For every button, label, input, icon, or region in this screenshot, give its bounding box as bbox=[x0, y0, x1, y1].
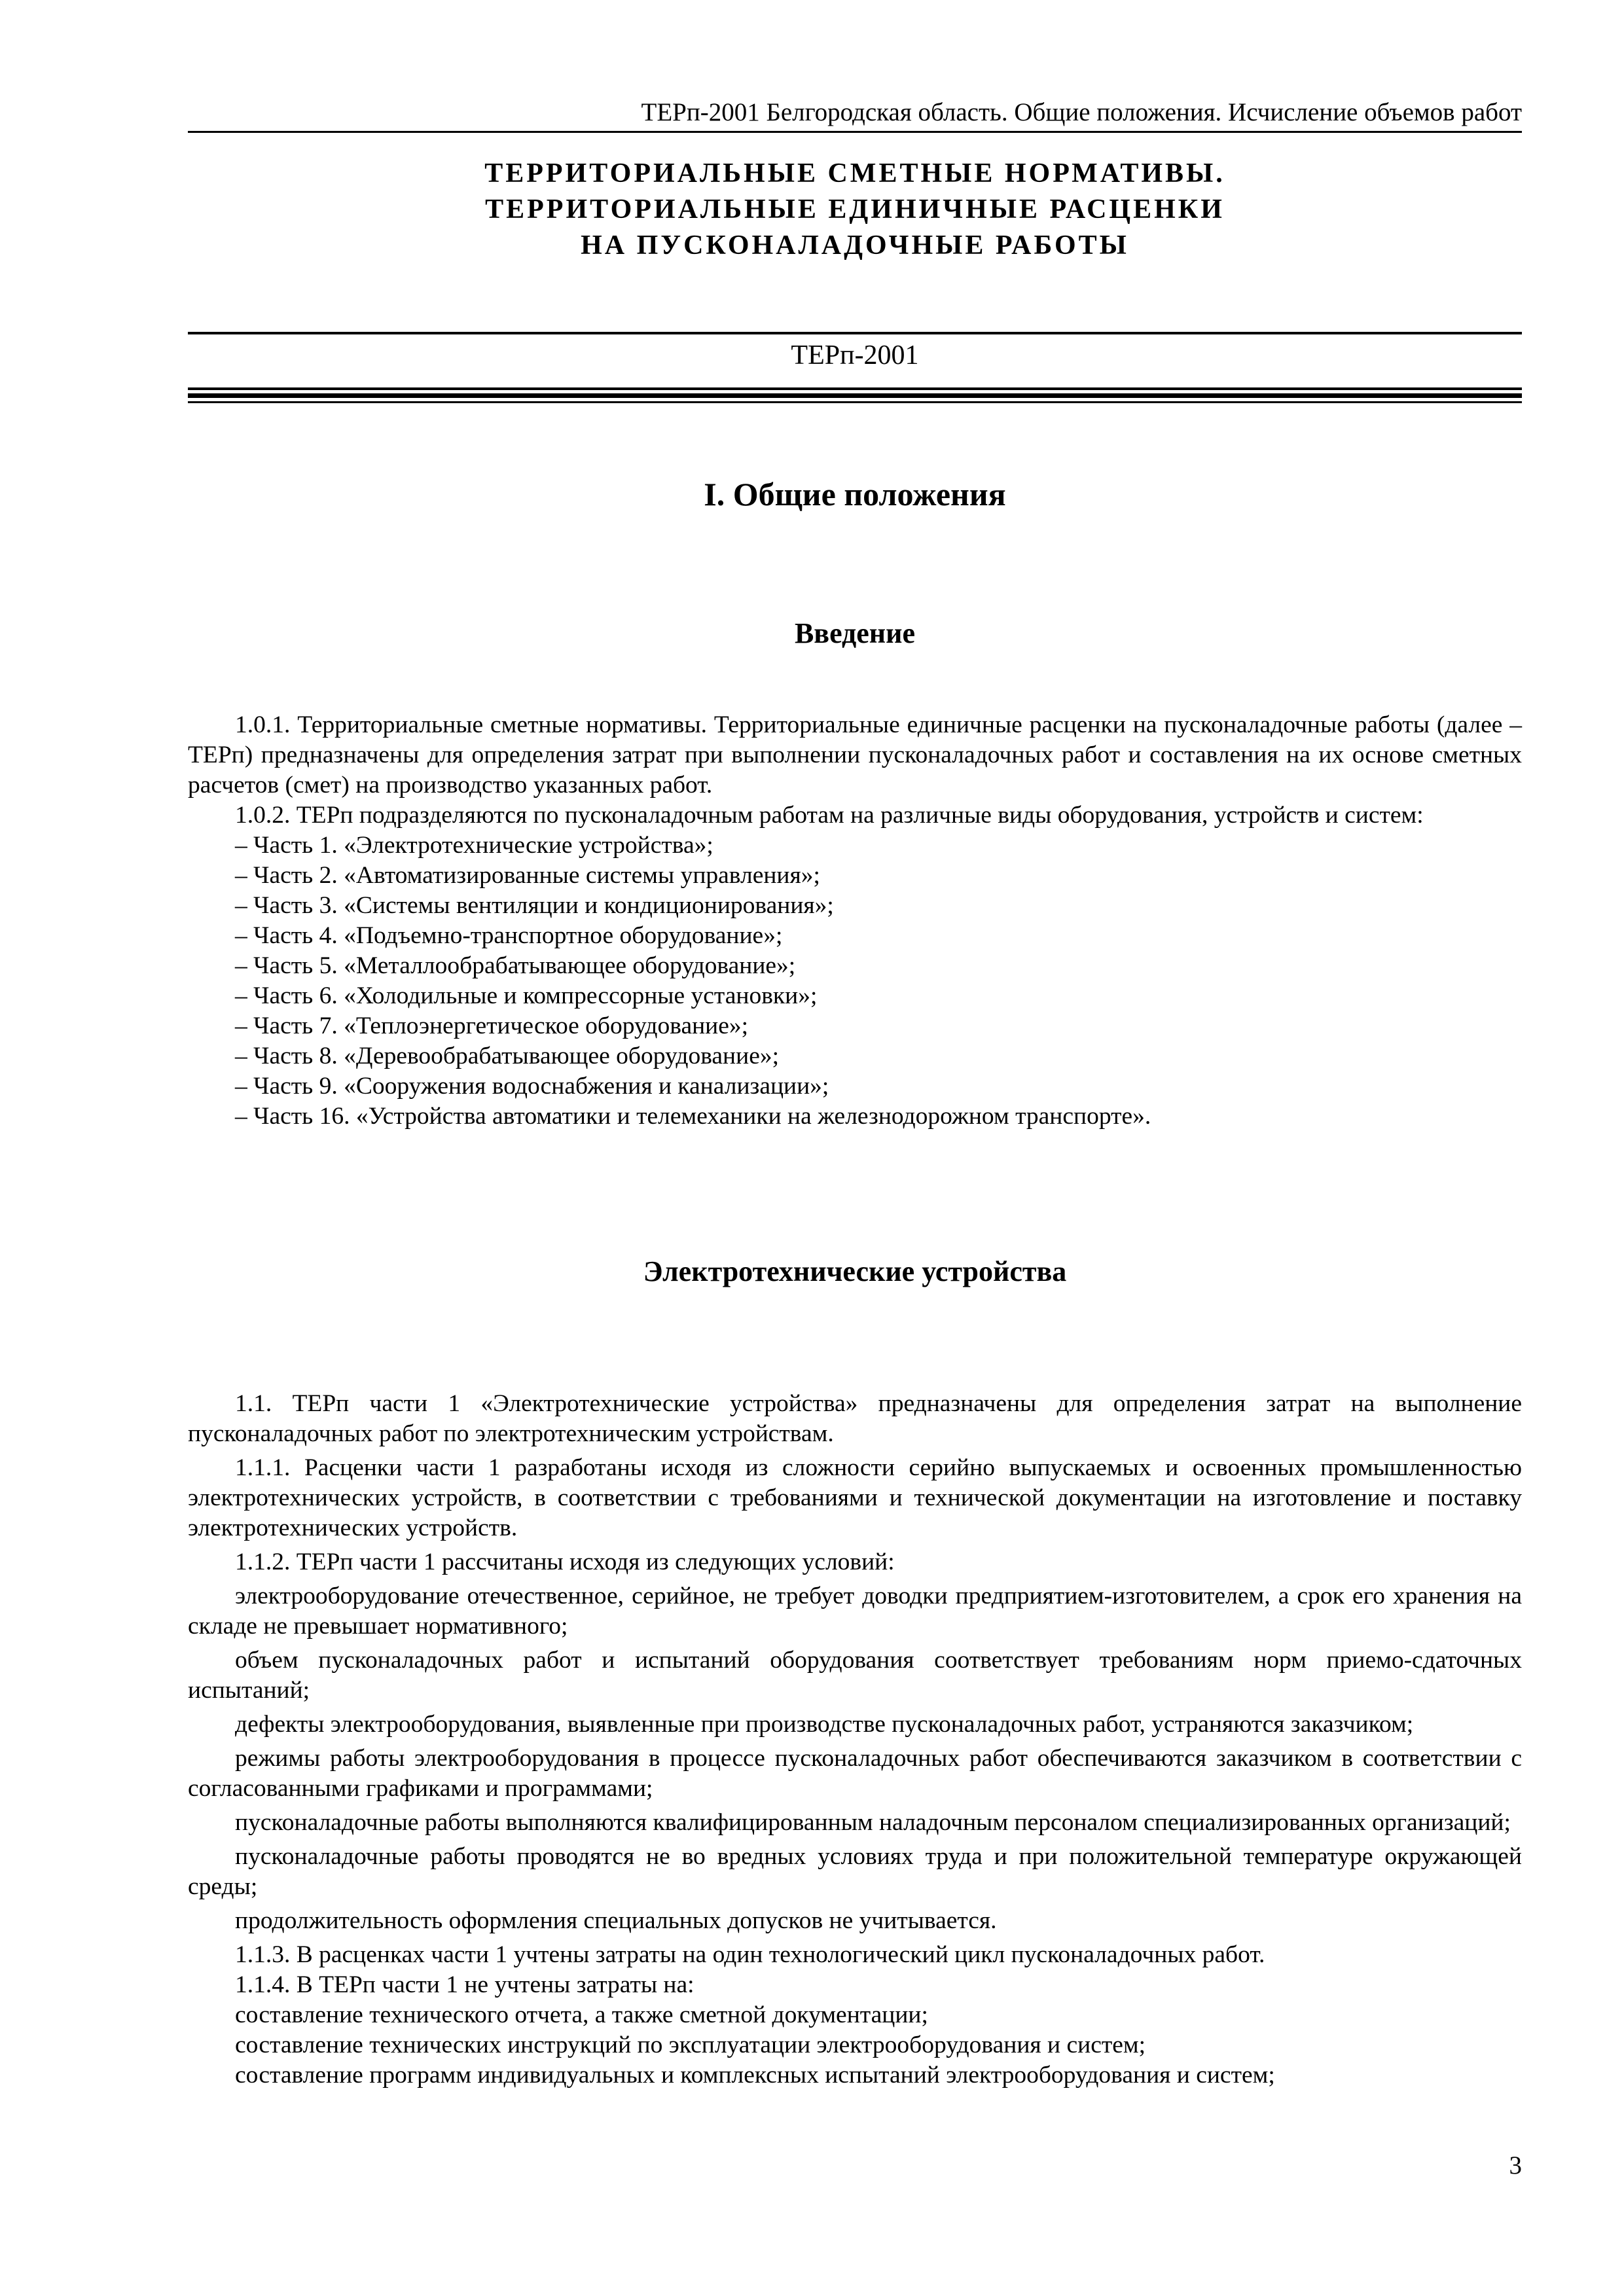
list-item: – Часть 9. «Сооружения водоснабжения и канализации»; bbox=[235, 1073, 829, 1100]
paragraph: составление технического отчета, а также сметной документации; bbox=[235, 2001, 928, 2028]
paragraph: 1.1. ТЕРп части 1 «Электротехнические устройства» предназначены для определения затрат на выполнение пусконаладочных работ по электротехническим устройствам. bbox=[188, 1390, 1522, 1447]
document-code: ТЕРп-2001 bbox=[791, 340, 919, 370]
document-title-line-3: НА ПУСКОНАЛАДОЧНЫЕ РАБОТЫ bbox=[581, 230, 1129, 260]
section-title: I. Общие положения bbox=[704, 476, 1006, 512]
paragraph: пусконаладочные работы проводятся не во вредных условиях труда и при положительной температуре окружающей среды; bbox=[188, 1843, 1522, 1900]
paragraph: составление программ индивидуальных и комплексных испытаний электрооборудования и систем; bbox=[235, 2062, 1275, 2089]
list-item: – Часть 4. «Подъемно-транспортное оборудование»; bbox=[235, 922, 783, 949]
list-item: – Часть 2. «Автоматизированные системы управления»; bbox=[235, 862, 820, 889]
electrical-heading: Электротехнические устройства bbox=[643, 1255, 1067, 1287]
list-item: – Часть 5. «Металлообрабатывающее оборудование»; bbox=[235, 952, 796, 979]
paragraph: пусконаладочные работы выполняются квалифицированным наладочным персоналом специализированных организаций; bbox=[235, 1809, 1511, 1836]
document-title-line-1: ТЕРРИТОРИАЛЬНЫЕ СМЕТНЫЕ НОРМАТИВЫ. bbox=[484, 158, 1225, 188]
paragraph: 1.1.1. Расценки части 1 разработаны исходя из сложности серийно выпускаемых и освоенных промышленностью электротехнических устройств, в соответствии с требованиями и технической документации на изготовление и поставку электротехнических устройств. bbox=[188, 1454, 1522, 1541]
paragraph: объем пусконаладочных работ и испытаний оборудования соответствует требованиям норм приемо-сдаточных испытаний; bbox=[188, 1647, 1522, 1704]
intro-text bbox=[188, 710, 1522, 1132]
paragraph-1-0-1: 1.0.1. Территориальные сметные нормативы. Территориальные единичные расценки на пусконаладочные работы (далее – ТЕРп) предназначены для определения затрат при выполнении пусконаладочных работ и составления на их основе сметных расчетов (смет) на производство указанных работ. bbox=[188, 711, 1522, 798]
document-title-line-2: ТЕРРИТОРИАЛЬНЫЕ ЕДИНИЧНЫЕ РАСЦЕНКИ bbox=[485, 194, 1225, 224]
parts-list bbox=[188, 831, 1522, 1132]
code-bottom-rule-2 bbox=[188, 393, 1522, 398]
paragraph-1-0-2: 1.0.2. ТЕРп подразделяются по пусконаладочным работам на различные виды оборудования, устройств и систем: bbox=[235, 802, 1424, 829]
page-number: 3 bbox=[1509, 2151, 1522, 2179]
list-item: – Часть 16. «Устройства автоматики и телемеханики на железнодорожном транспорте». bbox=[235, 1103, 1151, 1130]
running-header: ТЕРп-2001 Белгородская область. Общие положения. Исчисление объемов работ bbox=[641, 98, 1522, 126]
header-rule bbox=[188, 131, 1522, 133]
paragraph: составление технических инструкций по эксплуатации электрооборудования и систем; bbox=[235, 2032, 1146, 2058]
paragraph: 1.1.2. ТЕРп части 1 рассчитаны исходя из следующих условий: bbox=[235, 1549, 895, 1575]
list-item: – Часть 7. «Теплоэнергетическое оборудование»; bbox=[235, 1013, 749, 1039]
list-item: – Часть 3. «Системы вентиляции и кондиционирования»; bbox=[235, 892, 834, 919]
document-title-block bbox=[188, 156, 1522, 264]
code-bottom-rule-1 bbox=[188, 387, 1522, 390]
list-item: – Часть 8. «Деревообрабатывающее оборудование»; bbox=[235, 1043, 780, 1069]
paragraph: продолжительность оформления специальных допусков не учитывается. bbox=[235, 1907, 997, 1934]
electrical-text bbox=[188, 1389, 1522, 2090]
paragraph: 1.1.3. В расценках части 1 учтены затраты на один технологический цикл пусконаладочных работ. bbox=[235, 1941, 1265, 1968]
paragraph: электрооборудование отечественное, серийное, не требует доводки предприятием-изготовителем, а срок его хранения на складе не превышает нормативного; bbox=[188, 1583, 1522, 1640]
intro-heading: Введение bbox=[794, 617, 916, 649]
code-top-rule bbox=[188, 332, 1522, 334]
paragraph: 1.1.4. В ТЕРп части 1 не учтены затраты на: bbox=[235, 1971, 695, 1998]
paragraph: режимы работы электрооборудования в процессе пусконаладочных работ обеспечиваются заказчиком в соответствии с согласованными графиками и программами; bbox=[188, 1745, 1522, 1802]
paragraph: дефекты электрооборудования, выявленные при производстве пусконаладочных работ, устраняются заказчиком; bbox=[235, 1711, 1414, 1738]
list-item: – Часть 6. «Холодильные и компрессорные установки»; bbox=[235, 982, 818, 1009]
list-item: – Часть 1. «Электротехнические устройства»; bbox=[235, 832, 713, 859]
code-bottom-rule-3 bbox=[188, 401, 1522, 403]
